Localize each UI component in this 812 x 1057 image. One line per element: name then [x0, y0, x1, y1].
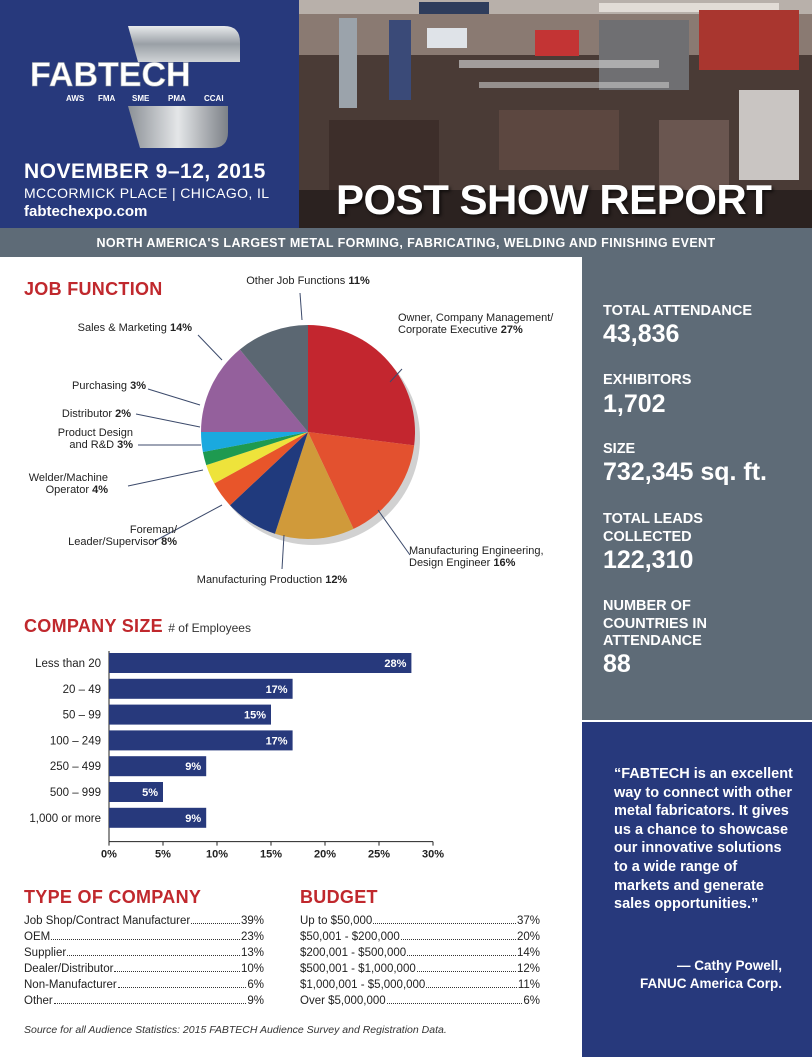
pie-label-manufacturing-production: Manufacturing Production 12%	[196, 574, 348, 586]
bar-tick-label: 10%	[205, 848, 229, 861]
pie-leader-welder-machine-operator	[128, 470, 203, 486]
exhibitors-value: 1,702	[603, 390, 666, 418]
dot-leader	[51, 939, 240, 940]
tagline: NORTH AMERICA'S LARGEST METAL FORMING, FABRICATING, WELDING AND FINISHING EVENT	[96, 236, 716, 250]
bar-value-label: 28%	[384, 658, 407, 670]
pie-leader-distributor	[136, 414, 200, 427]
company-size-subtitle: # of Employees	[168, 621, 251, 635]
budget-row	[300, 945, 540, 961]
testimonial-author-company: FANUC America Corp.	[639, 976, 782, 991]
company-type-value: 10%	[240, 963, 264, 975]
company-type-value: 6%	[247, 979, 264, 991]
logo-partner-aws: AWS	[66, 94, 85, 103]
dot-leader	[426, 987, 516, 988]
dot-leader	[373, 923, 516, 924]
size-value: 732,345 sq. ft.	[603, 458, 767, 486]
budget-value: 6%	[523, 995, 540, 1007]
company-type-value: 23%	[240, 931, 264, 943]
testimonial-author	[600, 957, 782, 993]
testimonial-author-name: — Cathy Powell,	[676, 958, 782, 973]
company-type-value: 39%	[240, 915, 264, 927]
bar-tick-label: 30%	[421, 848, 445, 861]
pie-leader-other-job-functions	[300, 293, 302, 320]
bar-value-label: 5%	[142, 787, 158, 799]
source-note: Source for all Audience Statistics: 2015 FABTECH Audience Survey and Registration Data.	[24, 1024, 447, 1036]
company-type-label: OEM	[24, 931, 51, 943]
budget-label: $500,001 - $1,000,000	[300, 963, 416, 975]
leads-label-line-2: COLLECTED	[603, 529, 692, 545]
budget-label: $200,001 - $500,000	[300, 947, 407, 959]
company-type-row	[24, 913, 264, 929]
budget-row	[300, 977, 540, 993]
company-type-row	[24, 961, 264, 977]
dot-leader	[401, 939, 516, 940]
budget-row	[300, 993, 540, 1009]
pie-label-product-design-and-r-d: Product Design and R&D 3%	[57, 427, 133, 451]
report-title: POST SHOW REPORT	[336, 176, 772, 223]
budget-row	[300, 913, 540, 929]
bar-tick-label: 0%	[101, 848, 117, 861]
bar-category-label: Less than 20	[35, 658, 101, 670]
total-attendance-value: 43,836	[603, 320, 680, 348]
bar-value-label: 17%	[265, 735, 288, 748]
pie-label-manufacturing-engineering-design-engineer: Manufacturing Engineering, Design Engineer 16%	[409, 545, 544, 569]
job-function-title: JOB FUNCTION	[24, 279, 163, 299]
dot-leader	[191, 923, 240, 924]
pie-label-purchasing: Purchasing 3%	[71, 380, 146, 392]
budget-value: 11%	[517, 979, 540, 991]
budget-value: 14%	[516, 947, 540, 959]
pie-slice-owner-company-management-corporate-executive	[308, 325, 415, 445]
company-type-label: Supplier	[24, 947, 67, 959]
pie-leader-purchasing	[148, 389, 200, 405]
budget-list	[300, 913, 540, 1009]
bar-value-label: 9%	[185, 812, 202, 825]
dot-leader	[114, 971, 239, 972]
countries-label-line-2: COUNTRIES IN	[603, 616, 707, 632]
dot-leader	[417, 971, 516, 972]
dot-leader	[407, 955, 516, 956]
dot-leader	[387, 1003, 523, 1004]
pie-label-welder-machine-operator: Welder/Machine Operator 4%	[28, 472, 108, 496]
budget-label: Over $5,000,000	[300, 995, 386, 1007]
pie-leader-manufacturing-engineering-design-engineer	[378, 510, 410, 555]
countries-value: 88	[603, 650, 631, 678]
company-size-bar-chart	[0, 645, 582, 870]
budget-value: 20%	[516, 931, 540, 943]
bar-category-label: 250 – 499	[49, 761, 101, 774]
pie-label-owner-company-management-corporate-executive: Owner, Company Management/ Corporate Executive 27%	[398, 312, 554, 336]
event-venue: MCCORMICK PLACE | CHICAGO, IL	[24, 185, 270, 201]
bar-value-label: 15%	[243, 709, 266, 722]
company-type-label: Non-Manufacturer	[24, 979, 117, 991]
leads-label-line-1: TOTAL LEADS	[603, 511, 703, 527]
type-of-company-title: TYPE OF COMPANY	[24, 887, 202, 907]
pie-label-sales-marketing: Sales & Marketing 14%	[77, 322, 192, 334]
type-of-company-list	[24, 913, 264, 1009]
company-type-row	[24, 945, 264, 961]
size-label: SIZE	[603, 441, 636, 457]
bar-tick-label: 25%	[367, 848, 391, 861]
company-type-value: 9%	[247, 995, 264, 1007]
company-size-title-text: COMPANY SIZE	[24, 616, 163, 636]
bar-category-label: 1,000 or more	[29, 812, 101, 825]
pie-label-distributor: Distributor 2%	[61, 408, 131, 420]
company-type-row	[24, 977, 264, 993]
leads-value: 122,310	[603, 546, 694, 574]
bar-tick-label: 15%	[259, 848, 283, 861]
bar-category-label: 20 – 49	[62, 683, 101, 696]
job-function-pie-chart	[0, 257, 582, 597]
budget-title: BUDGET	[300, 887, 378, 907]
testimonial-quote: “FABTECH is an excellent way to connect with other metal fabricators. It gives us a chance to showcase our innovative solutions to a wide range of markets and generate sales opportunities.”	[614, 766, 793, 913]
budget-label: $50,001 - $200,000	[300, 931, 400, 943]
budget-value: 12%	[516, 963, 540, 975]
company-type-label: Dealer/Distributor	[24, 963, 114, 975]
company-type-label: Job Shop/Contract Manufacturer	[24, 915, 191, 927]
fabtech-logo	[28, 22, 274, 152]
logo-partner-pma: PMA	[168, 94, 186, 103]
budget-value: 37%	[516, 915, 540, 927]
dot-leader	[118, 987, 247, 988]
bar-category-label: 100 – 249	[49, 735, 101, 748]
logo-partner-list	[66, 94, 224, 103]
company-type-row	[24, 993, 264, 1009]
logo-partner-ccai: CCAI	[204, 94, 224, 103]
company-size-title	[24, 616, 251, 637]
total-attendance-label: TOTAL ATTENDANCE	[603, 303, 753, 319]
company-type-row	[24, 929, 264, 945]
pie-leader-sales-marketing	[198, 335, 222, 360]
pie-label-other-job-functions: Other Job Functions 11%	[246, 275, 370, 287]
bar-value-label: 17%	[265, 683, 288, 696]
logo-partner-fma: FMA	[98, 94, 116, 103]
logo-partner-sme: SME	[132, 94, 150, 103]
bar-value-label: 9%	[185, 761, 202, 774]
bar-tick-label: 5%	[155, 848, 171, 861]
event-website-link[interactable]: fabtechexpo.com	[24, 203, 148, 220]
event-date: NOVEMBER 9–12, 2015	[24, 160, 266, 183]
logo-wordmark: FABTECH	[30, 56, 191, 94]
bar-category-label: 50 – 99	[62, 709, 101, 722]
company-type-value: 13%	[240, 947, 264, 959]
budget-row	[300, 961, 540, 977]
bar-less-than-20	[109, 653, 411, 673]
budget-label: $1,000,001 - $5,000,000	[300, 979, 426, 991]
dot-leader	[54, 1003, 247, 1004]
bar-tick-label: 20%	[313, 848, 337, 861]
budget-row	[300, 929, 540, 945]
company-type-label: Other	[24, 995, 53, 1007]
countries-label-line-3: ATTENDANCE	[603, 633, 702, 649]
pie-label-foreman-leader-supervisor: Foreman/ Leader/Supervisor 8%	[68, 524, 177, 548]
budget-label: Up to $50,000	[300, 915, 373, 927]
exhibitors-label: EXHIBITORS	[603, 372, 692, 388]
dot-leader	[67, 955, 240, 956]
countries-label-line-1: NUMBER OF	[603, 598, 691, 614]
bar-category-label: 500 – 999	[49, 787, 101, 799]
